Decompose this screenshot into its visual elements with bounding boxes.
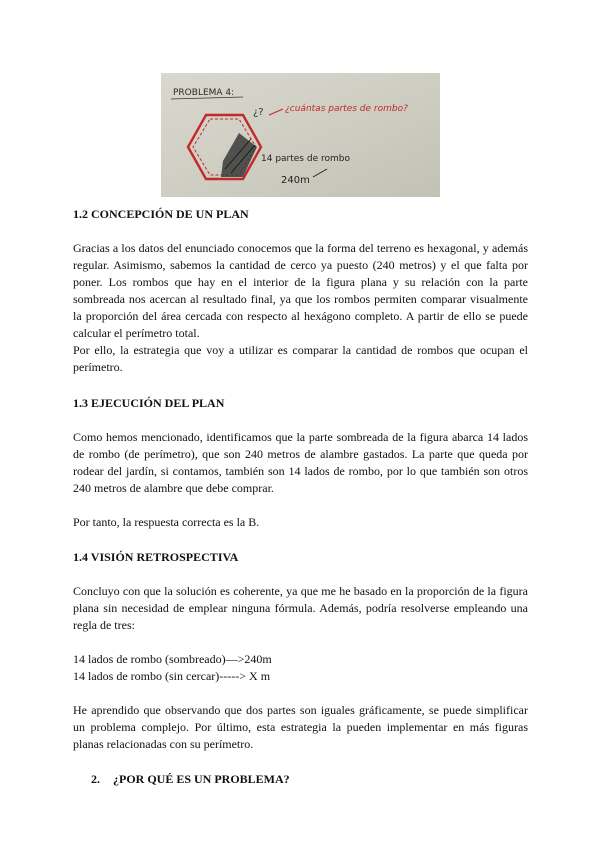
length-annotation: 240m bbox=[281, 175, 310, 186]
section-2-title bbox=[73, 771, 528, 788]
document-body bbox=[73, 200, 528, 788]
arrow-annotation: ¿cuántas partes de rombo? bbox=[285, 104, 408, 114]
side-annotation: 14 partes de rombo bbox=[261, 154, 350, 164]
section-1-4-paragraph: Concluyo con que la solución es coherente, ya que me he basado en la proporción de la figura plana sin necesidad de emplear ninguna fórmula. Además, podría resolverse empleando una regla de tres: bbox=[73, 584, 528, 632]
section-1-3-paragraph: Por tanto, la respuesta correcta es la B. bbox=[73, 515, 260, 529]
photo-heading: PROBLEMA 4: bbox=[173, 88, 235, 98]
rule-of-three-line: 14 lados de rombo (sombreado)—>240m bbox=[73, 652, 272, 666]
question-annotation: ¿? bbox=[253, 107, 264, 118]
section-1-3-title: 1.3 EJECUCIÓN DEL PLAN bbox=[73, 396, 225, 410]
section-1-4-title: 1.4 VISIÓN RETROSPECTIVA bbox=[73, 550, 239, 564]
section-1-4-paragraph: He aprendido que observando que dos partes son iguales gráficamente, se puede simplificar un problema complejo. Por último, esta estrategia la pueden implementar en más figuras planas relacionadas con su perímetro. bbox=[73, 703, 528, 751]
problem-photo bbox=[161, 73, 440, 197]
section-1-3-paragraph: Como hemos mencionado, identificamos que la parte sombreada de la figura abarca 14 lados de rombo (de perímetro), que son 240 metros de alambre gastados. La parte que queda por rodear del jardín, si contamos, también son 14 lados de rombo, por lo que también son otros 240 metros de alambre que debe comprar. bbox=[73, 430, 528, 495]
section-1-2-title: 1.2 CONCEPCIÓN DE UN PLAN bbox=[73, 207, 249, 221]
section-2-number: 2. bbox=[91, 772, 100, 786]
section-2-title-text: ¿POR QUÉ ES UN PROBLEMA? bbox=[113, 772, 290, 786]
section-1-2-paragraph: Gracias a los datos del enunciado conocemos que la forma del terreno es hexagonal, y además regular. Asimismo, sabemos la cantidad de cerco ya puesto (240 metros) y el que falta por poner. Los rombos que hay en el interior de la figura plana y su relación con la parte sombreada nos acercan al resultado final, ya que los rombos permiten comparar visualmente la proporción del área cercada con respecto al hexágono completo. A partir de ello se puede calcular el perímetro total. bbox=[73, 241, 528, 340]
section-1-2-paragraph: Por ello, la estrategia que voy a utilizar es comparar la cantidad de rombos que ocupan el perímetro. bbox=[73, 343, 528, 374]
rule-of-three-line: 14 lados de rombo (sin cercar)-----> X m bbox=[73, 669, 271, 683]
